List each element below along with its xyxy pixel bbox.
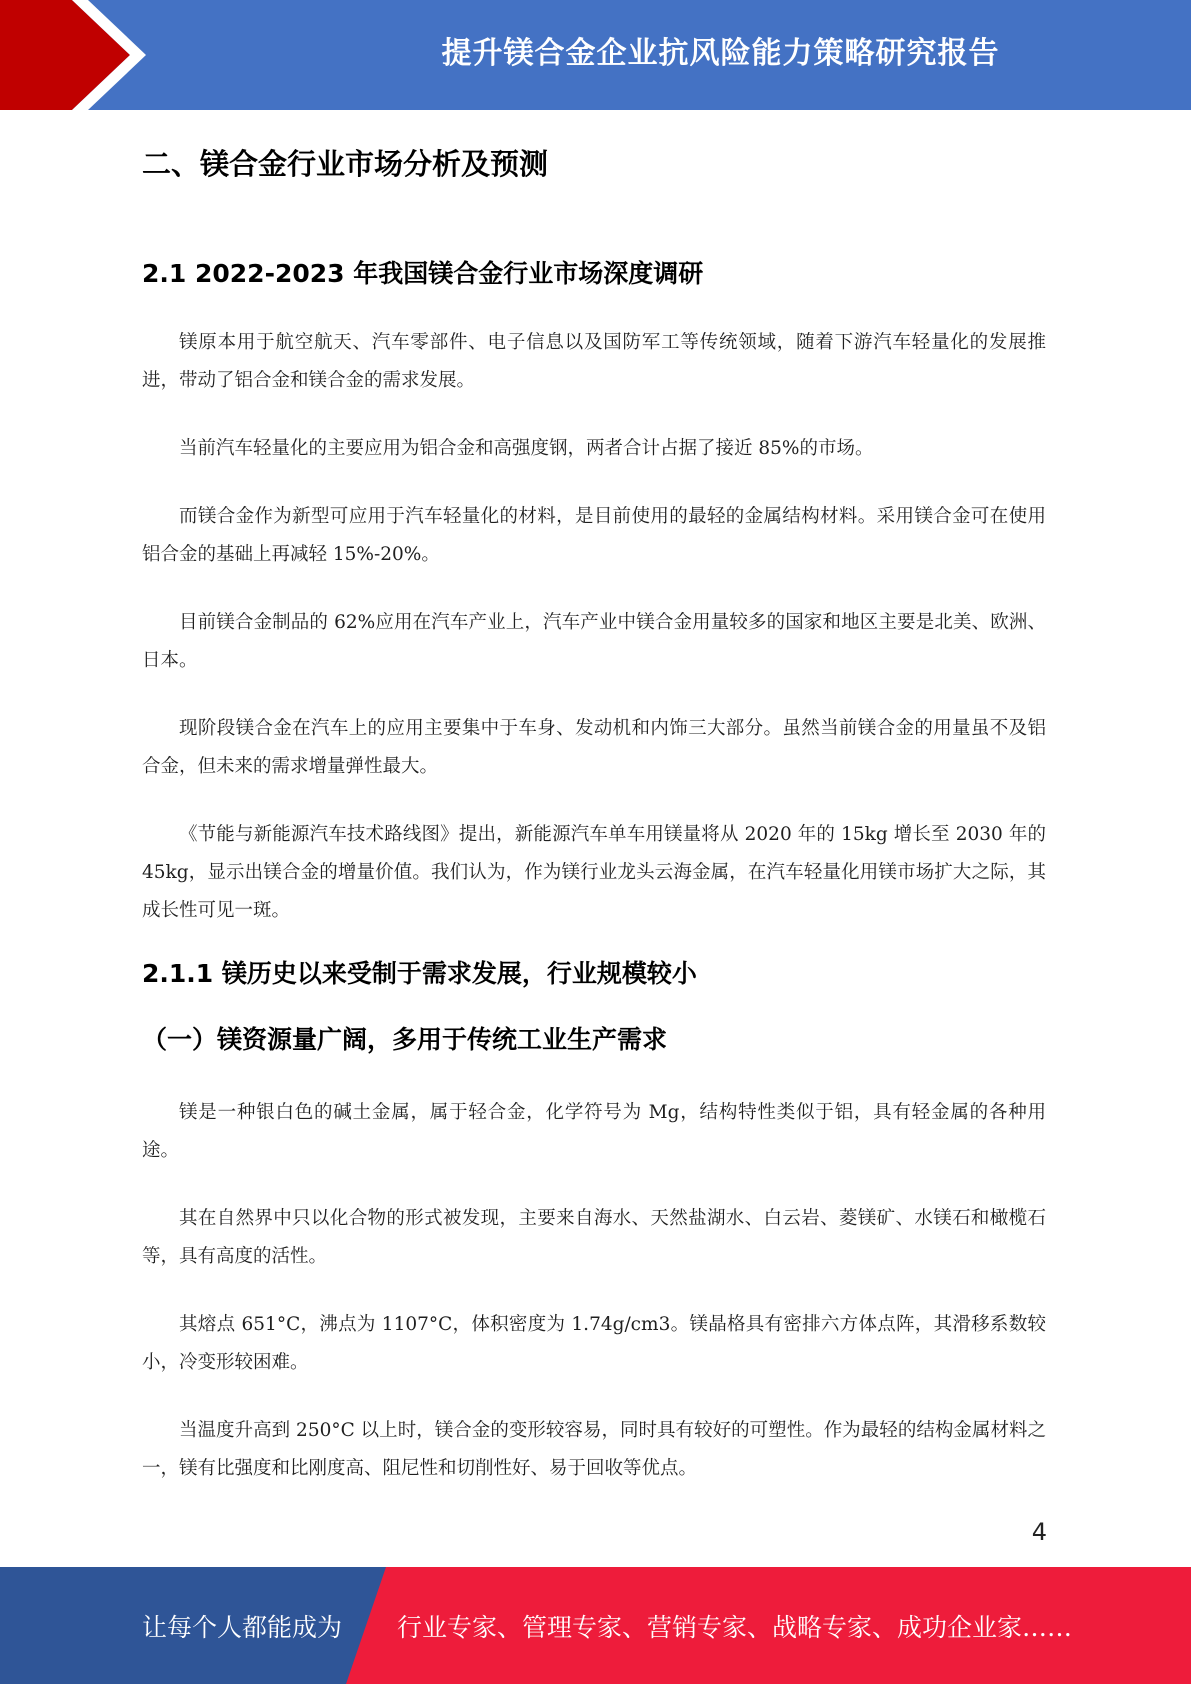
report-title: 提升镁合金企业抗风险能力策略研究报告: [441, 36, 1000, 71]
header-chevron-decoration: [0, 0, 200, 110]
document-body: [142, 130, 1046, 1488]
paragraph: 当温度升高到 250°C 以上时，镁合金的变形较容易，同时具有较好的可塑性。作为最轻的结构金属材料之一，镁有比强度和比刚度高、阻尼性和切削性好、易于回收等优点。: [142, 1420, 1046, 1479]
paragraph: 其熔点 651°C，沸点为 1107°C，体积密度为 1.74g/cm3。镁晶格具有密排六方体点阵，其滑移系数较小，冷变形较困难。: [142, 1314, 1046, 1373]
subsection-heading: （一）镁资源量广阔，多用于传统工业生产需求: [142, 1025, 668, 1054]
paragraph: 当前汽车轻量化的主要应用为铝合金和高强度钢，两者合计占据了接近 85%的市场。: [179, 438, 874, 459]
section-heading-2-1: 2.1 2022-2023 年我国镁合金行业市场深度调研: [142, 259, 704, 288]
page-number: 4: [1031, 1518, 1047, 1546]
section-heading-2-1-1: 2.1.1 镁历史以来受制于需求发展，行业规模较小: [142, 959, 697, 988]
paragraph: 现阶段镁合金在汽车上的应用主要集中于车身、发动机和内饰三大部分。虽然当前镁合金的用量虽不及铝合金，但未来的需求增量弹性最大。: [142, 718, 1046, 777]
paragraph: 目前镁合金制品的 62%应用在汽车产业上，汽车产业中镁合金用量较多的国家和地区主要是北美、欧洲、日本。: [142, 612, 1046, 671]
paragraph: 镁原本用于航空航天、汽车零部件、电子信息以及国防军工等传统领域，随着下游汽车轻量化的发展推进，带动了铝合金和镁合金的需求发展。: [142, 332, 1046, 391]
paragraph: 《节能与新能源汽车技术路线图》提出，新能源汽车单车用镁量将从 2020 年的 15kg 增长至 2030 年的 45kg，显示出镁合金的增量价值。我们认为，作为镁行业龙头云海金属，在汽车轻量化用镁市场扩大之际，其成长性可见一斑。: [142, 824, 1046, 921]
footer-slogan-right: 行业专家、管理专家、营销专家、战略专家、成功企业家……: [397, 1612, 1073, 1642]
chapter-heading: 二、镁合金行业市场分析及预测: [142, 147, 549, 181]
paragraph: 镁是一种银白色的碱土金属，属于轻合金，化学符号为 Mg，结构特性类似于铝，具有轻金属的各种用途。: [142, 1102, 1046, 1161]
paragraph: 其在自然界中只以化合物的形式被发现，主要来自海水、天然盐湖水、白云岩、菱镁矿、水镁石和橄榄石等，具有高度的活性。: [142, 1208, 1046, 1267]
page-footer: [0, 1567, 1191, 1684]
footer-slogan-left: 让每个人都能成为: [142, 1612, 343, 1642]
page-header: [0, 0, 1191, 110]
paragraph: 而镁合金作为新型可应用于汽车轻量化的材料，是目前使用的最轻的金属结构材料。采用镁合金可在使用铝合金的基础上再减轻 15%-20%。: [142, 506, 1046, 565]
